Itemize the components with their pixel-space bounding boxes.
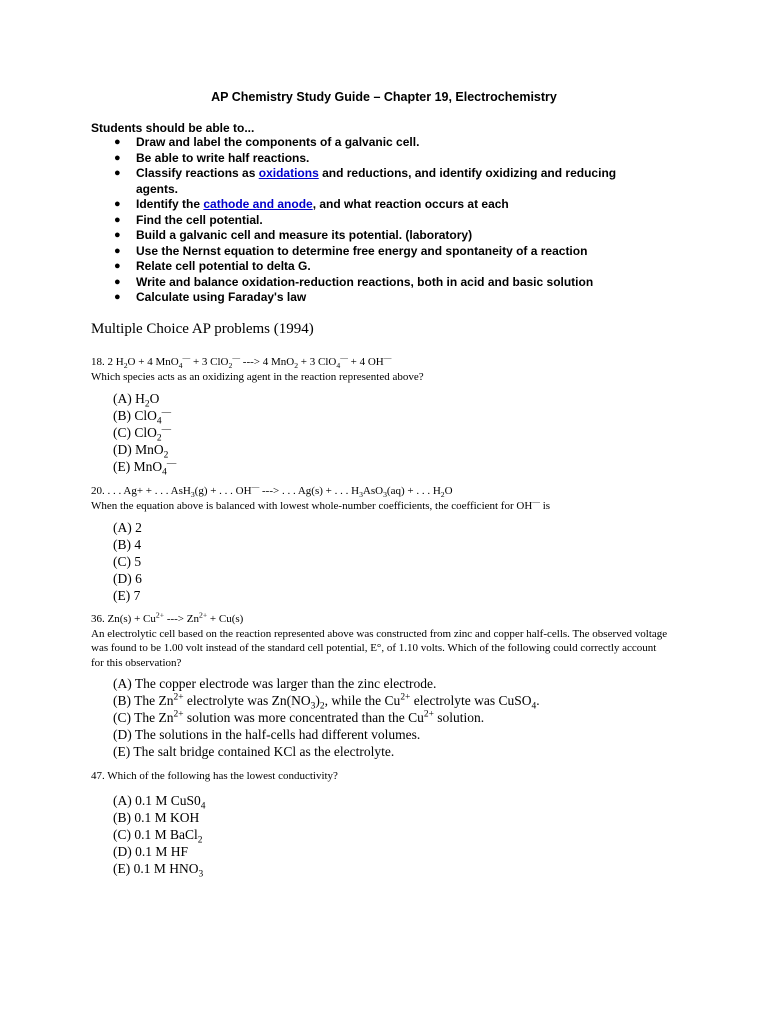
question-47 [91, 769, 671, 880]
answer-option[interactable]: (D) The solutions in the half-cells had different volumes. [113, 727, 421, 742]
question-equation: 18. 2 $H_2O + 4$ MnO$_4$— + 3 ClO$_2$— ---> 4 MnO$_2$ + 3 ClO$_4$— + 4 OH— [91, 353, 392, 371]
question-prompt: When the equation above is balanced with lowest whole-number coefficients, the coefficient for OH— is [91, 496, 551, 512]
answer-option[interactable]: (C) ClO$_2$— [113, 424, 172, 444]
answer-options [113, 675, 671, 760]
answer-option[interactable]: (C) 5 [113, 554, 142, 569]
answer-option[interactable]: (E) 7 [113, 588, 141, 603]
answer-option[interactable]: (A) 2 [113, 520, 142, 535]
answer-option[interactable]: (A) The copper electrode was larger than the zinc electrode. [113, 676, 437, 691]
question-36 [91, 612, 671, 760]
question-prompt: 47. Which of the following has the lowest conductivity? [91, 770, 338, 782]
answer-option[interactable]: (E) The salt bridge contained KCl as the electrolyte. [113, 744, 395, 759]
objective-item: ● Classify reactions as oxidations and reductions, and identify oxidizing and reducing agents. [114, 166, 617, 196]
objective-item: ● Relate cell potential to delta G. [114, 259, 311, 273]
objective-item: ● Write and balance oxidation-reduction reactions, both in acid and basic solution [114, 274, 594, 289]
answer-options [113, 519, 671, 604]
answer-option[interactable]: (A) $H_2O$ [113, 391, 160, 410]
objective-item: ● Draw and label the components of a galvanic cell. [114, 135, 420, 149]
answer-option[interactable]: (B) ClO$_4$— [113, 407, 172, 427]
bullet-icon: ● [114, 229, 121, 241]
answer-option[interactable]: (D) 6 [113, 571, 142, 586]
page-title: AP Chemistry Study Guide – Chapter 19, Electrochemistry [211, 90, 557, 104]
intro-text: Students should be able to... [91, 121, 255, 135]
question-prompt: Which species acts as an oxidizing agent in the reaction represented above? [91, 370, 424, 383]
answer-option[interactable]: (E) MnO$_4$— [113, 458, 177, 478]
question-prompt: An electrolytic cell based on the reaction represented above was constructed from zinc and copper half-cells. The observed voltage was found to be 1.00 volt instead of the standard cell potential, E°, of 1.10 volts. Which of the following could correctly account for this observation? [91, 627, 668, 669]
answer-option[interactable]: (A) 0.1 M $CuS0_4$ [113, 792, 206, 812]
bullet-icon: ● [114, 136, 121, 148]
bullet-icon: ● [114, 275, 121, 288]
answer-option[interactable]: (C) The $Zn^{2+}$ solution was more concentrated than the $Cu^{2+}$ solution. [113, 709, 485, 725]
answer-option[interactable]: (B) 0.1 M KOH [113, 809, 200, 825]
bullet-icon: ● [114, 291, 121, 303]
question-20 [91, 484, 671, 604]
objective-item: ● Build a galvanic cell and measure its potential. (laboratory) [114, 228, 473, 242]
answer-options [113, 390, 671, 478]
bullet-icon: ● [114, 244, 121, 257]
bullet-icon: ● [114, 260, 121, 272]
answer-option[interactable]: (D) 0.1 M HF [113, 843, 189, 859]
answer-option[interactable]: (B) The $Zn^{2+}$ electrolyte was $Zn(NO_3)_2$, while the $Cu^{2+}$ electrolyte was CuSO$_4$. [113, 692, 540, 712]
objective-item: ● Calculate using Faraday's law [114, 290, 307, 304]
objective-item: ● Identify the cathode and anode, and what reaction occurs at each [114, 197, 509, 211]
section-heading: Multiple Choice AP problems (1994) [91, 321, 314, 337]
bullet-icon: ● [114, 213, 121, 226]
question-18 [91, 353, 671, 478]
bullet-icon: ● [114, 167, 121, 179]
objective-item: ● Use the Nernst equation to determine free energy and spontaneity of a reaction [114, 243, 588, 258]
objectives-list [114, 135, 654, 306]
question-equation: 36. $Zn(s) + Cu^{2+}$ ---> $Zn^{2+} + Cu(s)$ [91, 610, 244, 625]
answer-options [113, 792, 671, 880]
objective-item: ● Be able to write half reactions. [114, 150, 310, 165]
answer-option[interactable]: (E) 0.1 M $HNO_3$ [113, 860, 204, 880]
answer-option[interactable]: (B) 4 [113, 537, 142, 552]
oxidations-link[interactable]: oxidations [258, 166, 319, 180]
bullet-icon: ● [114, 151, 121, 164]
question-equation: 20. . . . Ag+ + . . . AsH$_3$(g) + . . . OH— ---> . . . Ag(s) + . . . $H_3AsO_3(aq)$ + . . . $H_2O$ [91, 482, 453, 500]
cathode-and-anode-link[interactable]: cathode and anode [203, 197, 313, 211]
answer-option[interactable]: (C) 0.1 M BaCl$_2$ [113, 826, 203, 846]
bullet-icon: ● [114, 198, 121, 210]
objective-item: ● Find the cell potential. [114, 212, 263, 227]
answer-option[interactable]: (D) MnO$_2$ [113, 442, 169, 461]
